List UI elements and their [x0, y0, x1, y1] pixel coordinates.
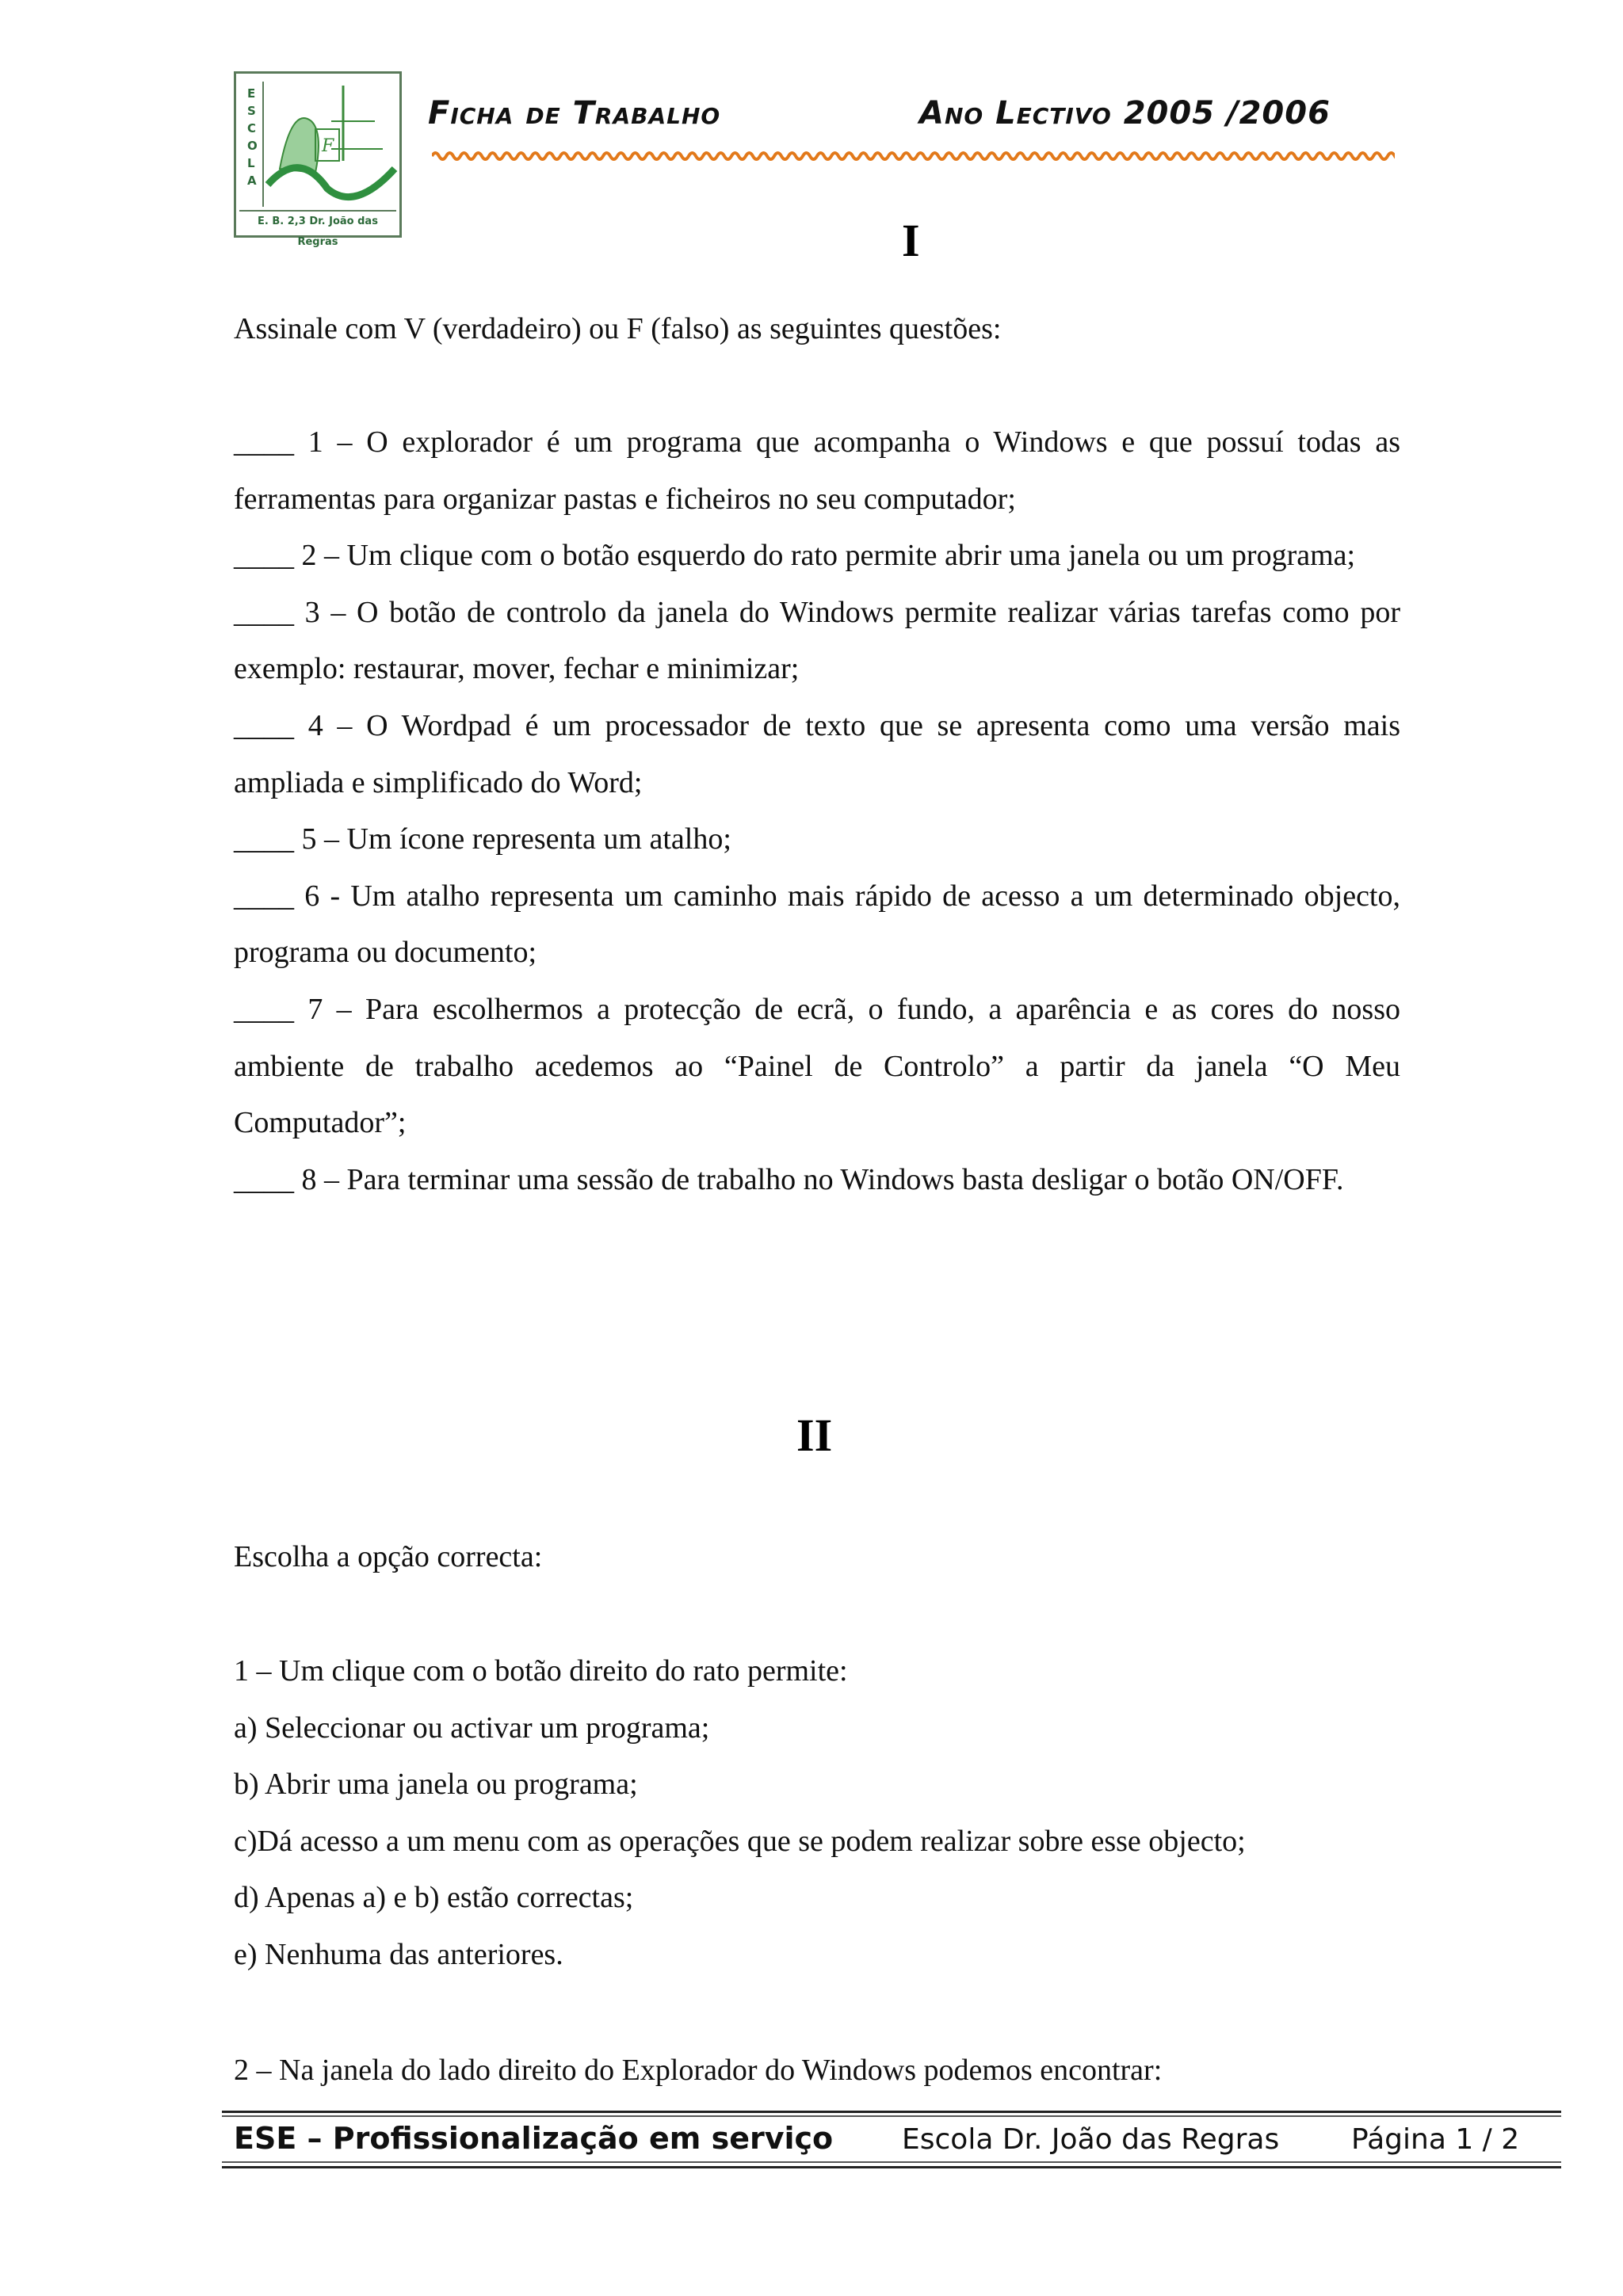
tf-item-7: ____ 7 – Para escolhermos a protecção de ecrã, o fundo, a aparência e as cores do nosso ambiente de trabalho acedemos ao “Painel de Controlo” a partir da janela “O Meu Computador”; — [234, 992, 1400, 1140]
school-year-title: Ano Lectivo 2005 /2006 — [919, 95, 1331, 132]
footer-school: Escola Dr. João das Regras — [902, 2123, 1280, 2156]
logo-letters: E S C O L A — [247, 86, 258, 188]
footer-rule-bottom — [222, 2161, 1561, 2163]
section-1-items — [234, 414, 1400, 1208]
wavy-underline — [432, 147, 1395, 165]
tf-item-5: ____ 5 – Um ícone representa um atalho; — [234, 822, 731, 856]
school-logo-graphic — [236, 74, 399, 208]
svg-text:F: F — [322, 136, 334, 156]
tf-item-8: ____ 8 – Para terminar uma sessão de trabalho no Windows basta desligar o botão ON/OFF. — [234, 1162, 1344, 1196]
section-2-instruction: Escolha a opção correcta: — [234, 1540, 543, 1573]
mc-option-d: d) Apenas a) e b) estão correctas; — [234, 1881, 634, 1915]
school-logo — [234, 71, 402, 248]
footer-rule-bottom-2 — [222, 2166, 1561, 2168]
section-2-question-1 — [234, 1643, 1400, 1984]
section-2-numeral: II — [796, 1409, 833, 1461]
worksheet-title: Ficha de Trabalho — [428, 95, 721, 132]
footer-course: ESE – Profissionalização em serviço — [234, 2121, 834, 2156]
tf-item-2: ____ 2 – Um clique com o botão esquerdo do rato permite abrir uma janela ou um programa; — [234, 539, 1356, 573]
mc-question-1: 1 – Um clique com o botão direito do rato permite: — [234, 1654, 848, 1688]
section-1-instruction: Assinale com V (verdadeiro) ou F (falso) as seguintes questões: — [234, 312, 1002, 345]
footer-page-number: Página 1 / 2 — [1351, 2123, 1520, 2156]
footer-rule-top — [222, 2111, 1561, 2113]
logo-caption: E. B. 2,3 Dr. João das Regras — [239, 210, 396, 232]
logo-letter-1: E — [247, 86, 256, 101]
mc-option-a: a) Seleccionar ou activar um programa; — [234, 1711, 710, 1745]
section-1-numeral: I — [902, 215, 920, 266]
mc-option-e: e) Nenhuma das anteriores. — [234, 1937, 563, 1971]
mc-option-b: b) Abrir uma janela ou programa; — [234, 1768, 638, 1802]
tf-item-6: ____ 6 - Um atalho representa um caminho mais rápido de acesso a um determinado objecto, programa ou documento; — [234, 879, 1400, 970]
mc-option-c: c)Dá acesso a um menu com as operações que se podem realizar sobre esse objecto; — [234, 1824, 1246, 1858]
tf-item-3: ____ 3 – O botão de controlo da janela do Windows permite realizar várias tarefas como por exemplo: restaurar, mover, fechar e minimizar; — [234, 595, 1400, 686]
tf-item-4: ____ 4 – O Wordpad é um processador de texto que se apresenta como uma versão mais ampliada e simplificado do Word; — [234, 708, 1400, 799]
footer-rule-top-2 — [222, 2115, 1561, 2117]
tf-item-1: ____ 1 – O explorador é um programa que acompanha o Windows e que possuí todas as ferramentas para organizar pastas e ficheiros no seu computador; — [234, 425, 1400, 516]
mc-question-2: 2 – Na janela do lado direito do Explorador do Windows podemos encontrar: — [234, 2054, 1163, 2087]
